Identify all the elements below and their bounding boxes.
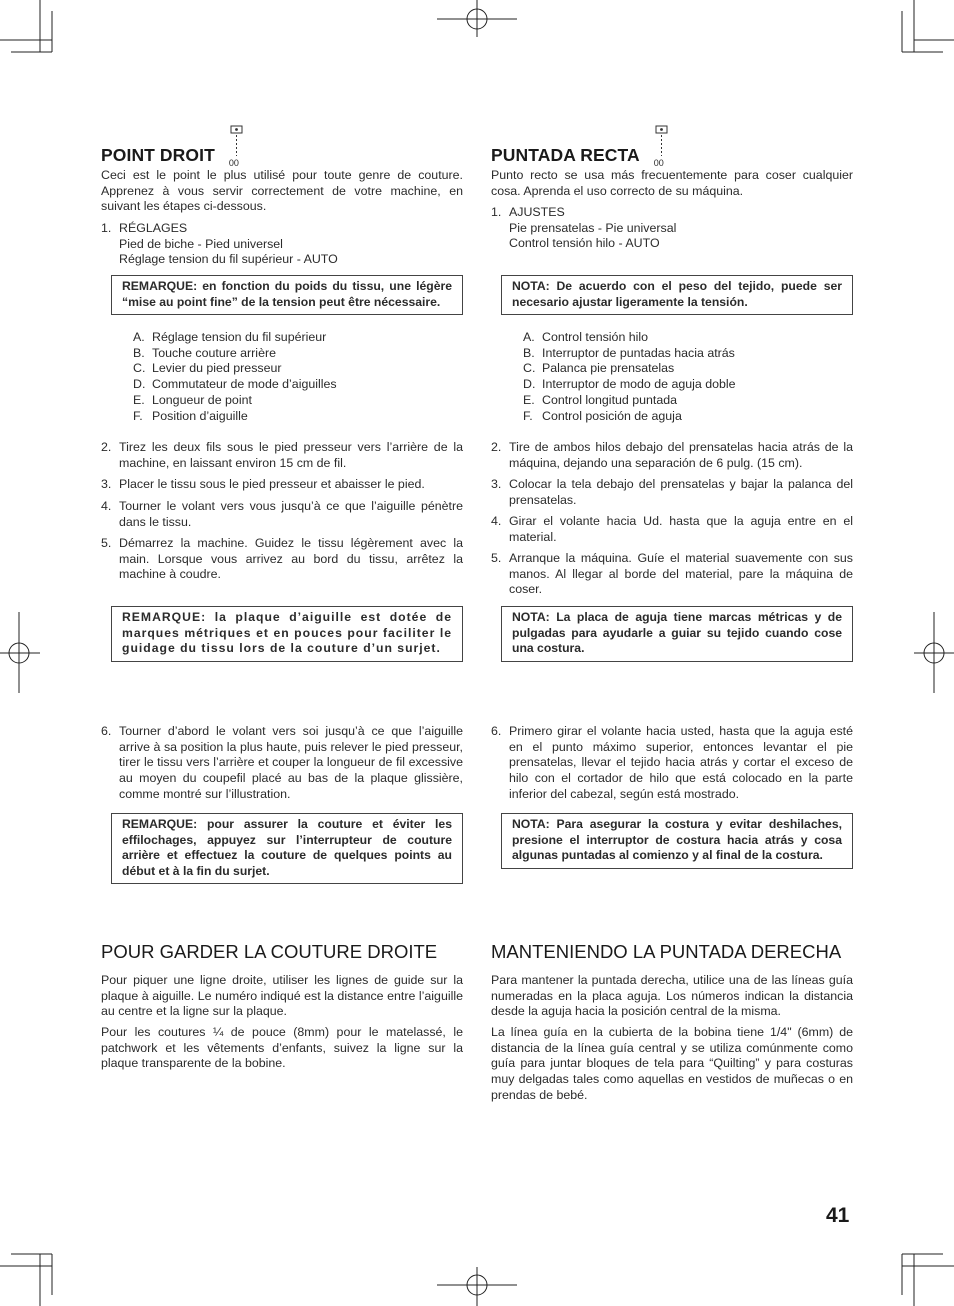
step-item: 3. Placer le tissu sous le pied presseur et abaisser le pied. bbox=[101, 477, 425, 491]
parts-list-item: F. Control posición de aguja bbox=[523, 408, 682, 423]
parts-list bbox=[523, 330, 736, 424]
parts-list-item: F. Position d’aiguille bbox=[133, 408, 248, 423]
straight-stitch-icon bbox=[229, 124, 245, 168]
page-number: 41 bbox=[826, 1204, 850, 1227]
step-item: 5. Démarrez la machine. Guidez le tissu légèrement avec la main. Lorsque vous arrivez au bord du tissu, arrêtez la machine à coudre. bbox=[101, 536, 463, 582]
intro-paragraph: Punto recto se usa más frecuentemente para coser cualquier cosa. Aprenda el uso correcto de su máquina. bbox=[491, 168, 853, 198]
step-item: 2. Tirez les deux fils sous le pied presseur vers l’arrière de la machine, en laissant environ 15 cm de fil. bbox=[101, 440, 463, 470]
note-box: NOTA: La placa de aguja tiene marcas métricas y de pulgadas para ayudarle a guiar su tejido cuando cose una costura. bbox=[501, 606, 853, 662]
note-box: NOTA: Para asegurar la costura y evitar deshilaches, presione el interruptor de costura hacia atrás y cosa algunas puntadas al comienzo y al final de la costura. bbox=[501, 813, 853, 869]
paragraph: Para mantener la puntada derecha, utilice una de las líneas guía numeradas en la placa aguja. Los números indican la distancia desde la aguja hacia la posición central de la misma. bbox=[491, 973, 853, 1019]
setting-line: Réglage tension du fil supérieur - AUTO bbox=[119, 252, 338, 267]
section-title: POUR GARDER LA COUTURE DROITE bbox=[101, 941, 438, 962]
parts-list-item: C. Palanca pie prensatelas bbox=[523, 361, 675, 376]
step-item: 3. Colocar la tela debajo del prensatelas y bajar la palanca del prensatelas. bbox=[491, 477, 853, 507]
settings-block bbox=[101, 221, 463, 268]
parts-list bbox=[133, 330, 337, 424]
section-title: POINT DROIT bbox=[101, 145, 215, 166]
step-item: 6. Tourner d’abord le volant vers soi jusqu’à ce que l’aiguille arrive à sa position la plus haute, puis relever le pied presseur, tirer le tissu vers l’arrière et couper la longueur de fil excessive au moyen du coupefil placé au bas de la plaque glissière, comme montré sur l’illustration. bbox=[101, 724, 463, 801]
setting-line: Pied de biche - Pied universel bbox=[119, 236, 283, 251]
setting-line: Pie prensatelas - Pie universal bbox=[509, 220, 677, 235]
note-box: NOTA: De acuerdo con el peso del tejido, puede ser necesario ajustar ligeramente la tensión. bbox=[501, 275, 853, 315]
paragraph: Pour piquer une ligne droite, utiliser les lignes de guide sur la plaque à aiguille. Le numéro indiqué est la distance entre l’aiguille au centre et la ligne sur la plaque. bbox=[101, 973, 463, 1019]
stitch-icon-label: 00 bbox=[653, 158, 664, 168]
title-row bbox=[101, 120, 463, 168]
stitch-icon-label: 00 bbox=[228, 158, 239, 168]
parts-list-item: A. Réglage tension du fil supérieur bbox=[133, 330, 327, 344]
settings-label: RÉGLAGES bbox=[119, 221, 188, 235]
parts-list-item: B. Interruptor de puntadas hacia atrás bbox=[523, 345, 735, 360]
section-title: MANTENIENDO LA PUNTADA DERECHA bbox=[491, 941, 842, 962]
title-row bbox=[491, 120, 853, 168]
setting-line: Control tensión hilo - AUTO bbox=[509, 236, 660, 251]
parts-list-item: B. Touche couture arrière bbox=[133, 345, 276, 360]
parts-list-item: D. Commutateur de mode d’aiguilles bbox=[133, 377, 337, 392]
settings-label: AJUSTES bbox=[509, 205, 565, 219]
parts-list-item: E. Control longitud puntada bbox=[523, 392, 678, 407]
step-item: 4. Tourner le volant vers vous jusqu’à ce que l’aiguille pénètre dans le tissu. bbox=[101, 499, 463, 529]
step-item: 6. Primero girar el volante hacia usted, hasta que la aguja esté en el punto máximo superior, entonces levantar el pie prensatelas, llevar el tejido hacia atrás y cortar el exceso de hilo con el cortador de hilo que está colocado en la parte inferior del cabezal, según está mostrado. bbox=[491, 724, 853, 801]
parts-list-item: E. Longueur de point bbox=[133, 392, 252, 407]
note-box: REMARQUE: la plaque d’aiguille est dotée de marques métriques et en pouces pour faciliter le guidage du tissu lors de la couture d’un surjet. bbox=[111, 606, 463, 662]
step-item: 5. Arranque la máquina. Guíe el material suavemente con sus manos. Al llegar al borde del material, pare la máquina de coser. bbox=[491, 551, 853, 597]
step-item: 4. Girar el volante hacia Ud. hasta que la aguja entre en el material. bbox=[491, 514, 853, 544]
parts-list-item: C. Levier du pied presseur bbox=[133, 361, 282, 376]
parts-list-item: D. Interruptor de modo de aguja doble bbox=[523, 377, 736, 392]
step-item: 2. Tire de ambos hilos debajo del prensatelas hacia atrás de la máquina, dejando una separación de 6 pulg. (15 cm). bbox=[491, 440, 853, 470]
step-number: 1. bbox=[101, 221, 112, 235]
intro-paragraph: Ceci est le point le plus utilisé pour toute genre de couture. Apprenez à vous servir correctement de votre machine, en suivant les étapes ci-dessous. bbox=[101, 168, 463, 214]
section-title: PUNTADA RECTA bbox=[491, 145, 640, 166]
note-box: REMARQUE: en fonction du poids du tissu, une légère “mise au point fine” de la tension peut être nécessaire. bbox=[111, 275, 463, 315]
paragraph: Pour les coutures ¼ de pouce (8mm) pour le matelassé, le patchwork et les vêtements d’enfants, suivez la ligne sur la plaque transparente de la bobine. bbox=[101, 1025, 463, 1071]
step-number: 1. bbox=[491, 205, 502, 219]
straight-stitch-icon bbox=[654, 124, 670, 168]
settings-block bbox=[491, 205, 853, 252]
note-box: REMARQUE: pour assurer la couture et éviter les effilochages, appuyez sur l’interrupteur de couture arrière et effectuez la couture de quelques points au début et à la fin du surjet. bbox=[111, 813, 463, 884]
paragraph: La línea guía en la cubierta de la bobina tiene 1/4" (6mm) de distancia de la línea guía central y se utiliza comúnmente como guía para juntar bloques de tela para “Quilting” y para costuras muy delgadas tales como aquellas en vestidos de muñecas o en prendas de bebé. bbox=[491, 1025, 853, 1102]
parts-list-item: A. Control tensión hilo bbox=[523, 330, 649, 344]
